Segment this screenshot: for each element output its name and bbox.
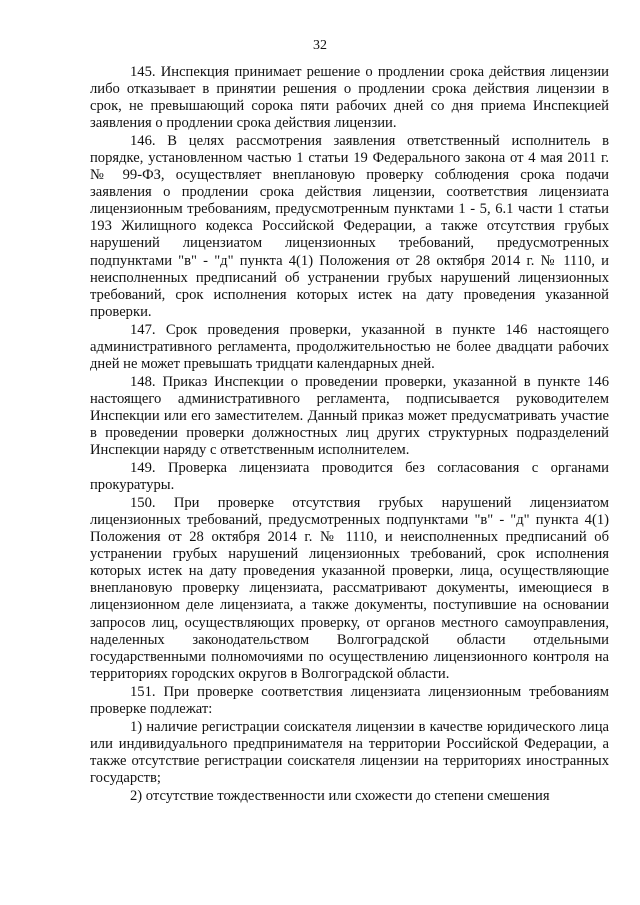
paragraph-149: 149. Проверка лицензиата проводится без согласования с органами прокуратуры.	[90, 460, 609, 494]
page-number: 32	[313, 38, 327, 53]
paragraph-150: 150. При проверке отсутствия грубых нарушений лицензиатом лицензионных требований, предусмотренных подпунктами "в" - "д" пункта 4(1) Положения от 28 октября 2014 г. № 1110, и неисполненных предписаний об устранении грубых нарушений лицензионных требований, срок исполнения которых истек на дату проведения указанной проверки, лица, осуществляющие внеплановую проверку лицензиата, рассматривают документы, имеющиеся в лицензионном деле лицензиата, а также документы, поступившие на основании запросов лиц, осуществляющих проверку, от органов местного самоуправления, наделенных законодательством Волгоградской области отдельными государственными полномочиями по осуществлению лицензионного контроля на территориях городских округов в Волгоградской области.	[90, 495, 609, 682]
paragraph-145: 145. Инспекция принимает решение о продлении срока действия лицензии либо отказывает в принятии решения о продлении срока действия лицензии в срок, не превышающий сорока пяти рабочих дней со дня приема Инспекцией заявления о продлении срока действия лицензии.	[90, 64, 609, 132]
list-item-1: 1) наличие регистрации соискателя лицензии в качестве юридического лица или индивидуального предпринимателя на территории Российской Федерации, а также отсутствие регистрации соискателя лицензии на территориях иностранных государств;	[90, 718, 609, 786]
paragraph-148: 148. Приказ Инспекции о проведении проверки, указанной в пункте 146 настоящего административного регламента, подписывается руководителем Инспекции или его заместителем. Данный приказ может предусматривать участие в проведении проверки должностных лиц других структурных подразделений Инспекции наряду с ответственным исполнителем.	[90, 373, 609, 459]
paragraph-147: 147. Срок проведения проверки, указанной в пункте 146 настоящего административного регламента, продолжительностью не более двадцати рабочих дней не может превышать тридцати календарных дней.	[90, 321, 609, 372]
document-body	[90, 64, 609, 805]
paragraph-146: 146. В целях рассмотрения заявления ответственный исполнитель в порядке, установленном частью 1 статьи 19 Федерального закона от 4 мая 2011 г. № 99-ФЗ, осуществляет внеплановую проверку соблюдения срока подачи заявления о продлении срока действия лицензии, соответствия лицензиата лицензионным требованиям, предусмотренным пунктами 1 - 5, 6.1 части 1 статьи 193 Жилищного кодекса Российской Федерации, а также отсутствия грубых нарушений лицензиатом лицензионных требований, предусмотренных подпунктами "в" - "д" пункта 4(1) Положения от 28 октября 2014 г. № 1110, и неисполненных предписаний об устранении грубых нарушений лицензионных требований, срок исполнения которых истек на дату проведения указанной проверки.	[90, 133, 609, 320]
list-item-2: 2) отсутствие тождественности или схожести до степени смешения	[130, 787, 550, 804]
paragraph-151: 151. При проверке соответствия лицензиата лицензионным требованиям проверке подлежат:	[90, 683, 609, 717]
